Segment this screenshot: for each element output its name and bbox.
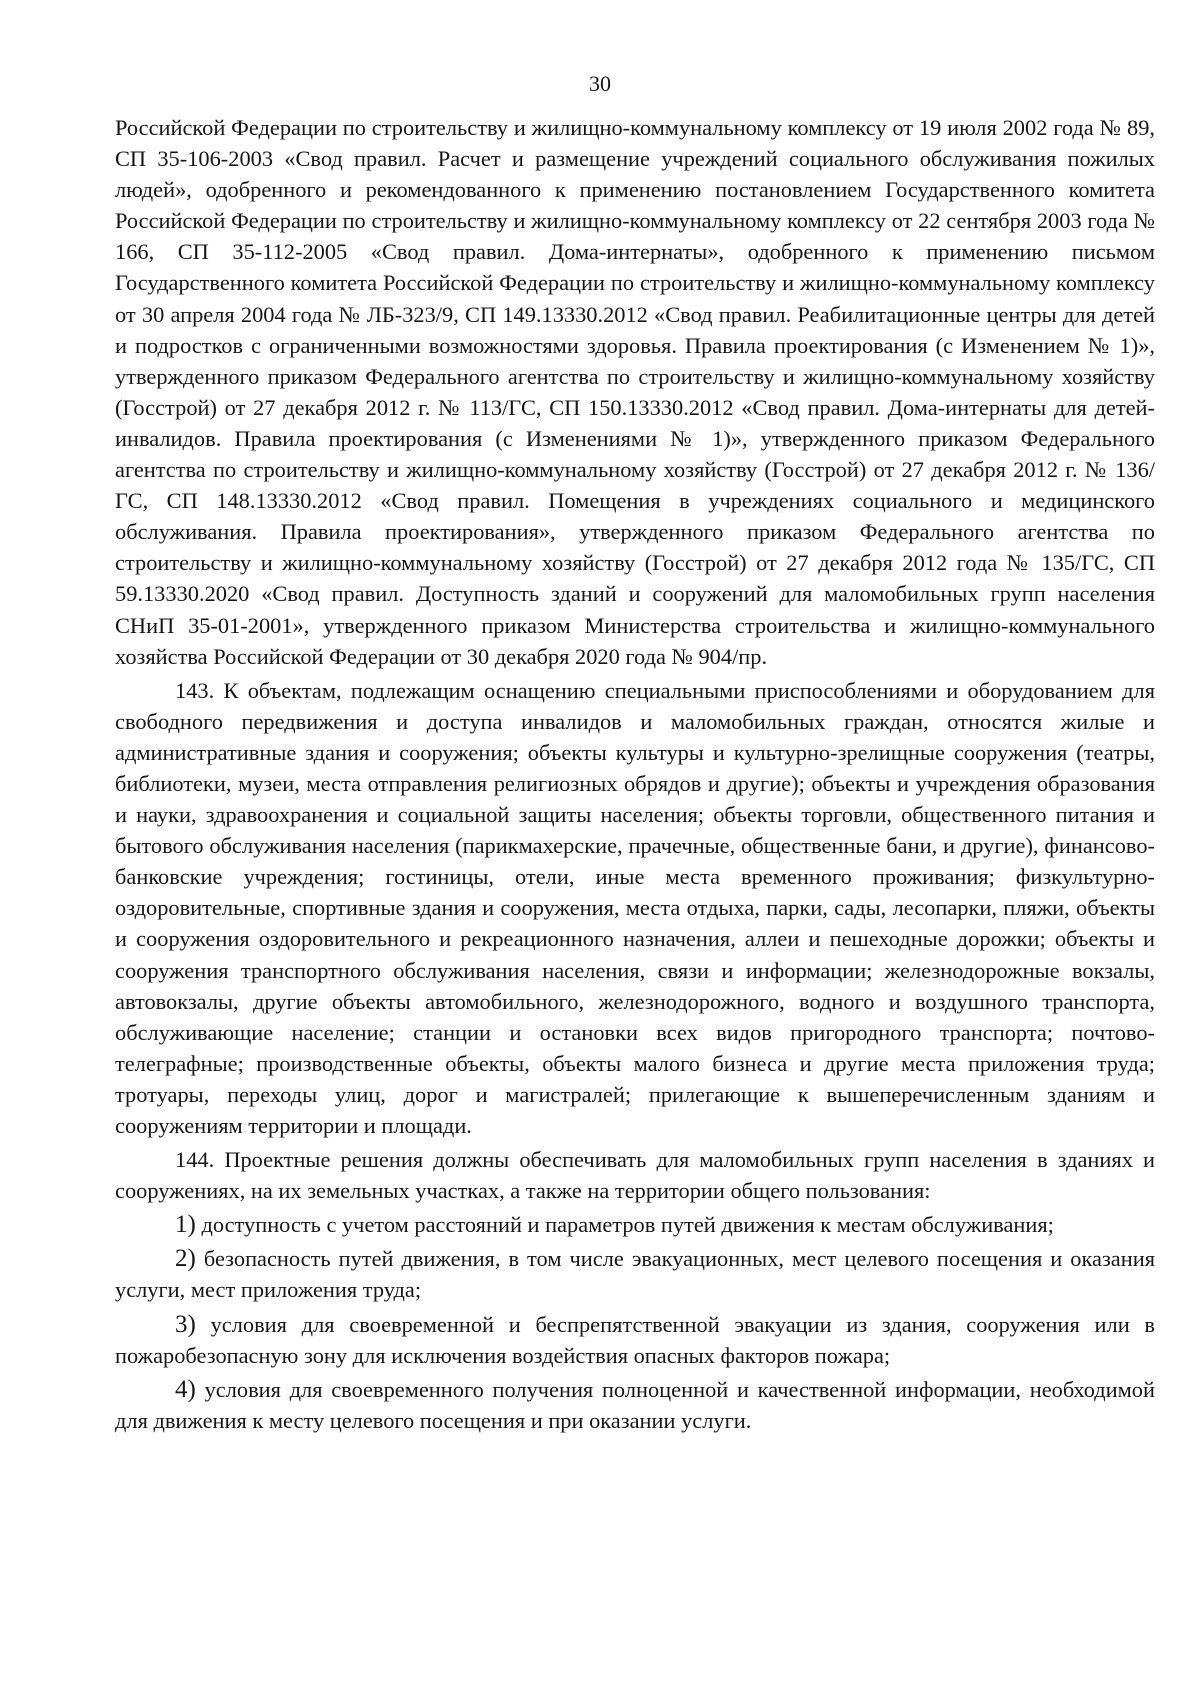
list-item-number: 2): [175, 1245, 196, 1273]
list-item-number: 3): [175, 1310, 196, 1338]
list-item-number: 4): [175, 1375, 196, 1403]
paragraph-144: 144. Проектные решения должны обеспечивать для маломобильных групп населения в зданиях и сооружениях, на их земельных участках, а также на территории общего пользования:: [115, 1147, 1155, 1204]
list-item: [115, 1374, 1155, 1436]
list-item: [115, 1309, 1155, 1371]
list-item-text: условия для своевременной и беспрепятственной эвакуации из здания, сооружения или в пожаробезопасную зону для исключения воздействия опасных факторов пожара;: [115, 1311, 1155, 1368]
list-item: [115, 1243, 1155, 1305]
list-item-text: условия для своевременного получения полноценной и качественной информации, необходимой для движения к месту целевого посещения и при оказании услуги.: [115, 1376, 1155, 1433]
list-item-text: доступность с учетом расстояний и параметров путей движения к местам обслуживания;: [201, 1212, 1054, 1238]
list-item-number: 1): [175, 1211, 196, 1239]
list-item-text: безопасность путей движения, в том числе эвакуационных, мест целевого посещения и оказания услуги, мест приложения труда;: [115, 1246, 1155, 1303]
paragraph-143: 143. К объектам, подлежащим оснащению специальными приспособлениями и оборудованием для свободного передвижения и доступа инвалидов и маломобильных граждан, относятся жилые и административные здания и сооружения; объекты культуры и культурно-зрелищные сооружения (театры, библиотеки, музеи, места отправления религиозных обрядов и другие); объекты и учреждения образования и науки, здравоохранения и социальной защиты населения; объекты торговли, общественного питания и бытового обслуживания населения (парикмахерские, прачечные, общественные бани, и другие), финансово-банковские учреждения; гостиницы, отели, иные места временного проживания; физкультурно-оздоровительные, спортивные здания и сооружения, места отдыха, парки, сады, лесопарки, пляжи, объекты и сооружения оздоровительного и рекреационного назначения, аллеи и пешеходные дорожки; объекты и сооружения транспортного обслуживания населения, связи и информации; железнодорожные вокзалы, автовокзалы, другие объекты автомобильного, железнодорожного, водного и воздушного транспорта, обслуживающие население; станции и остановки всех видов пригородного транспорта; почтово-телеграфные; производственные объекты, объекты малого бизнеса и другие места приложения труда; тротуары, переходы улиц, дорог и магистралей; прилегающие к вышеперечисленным зданиям и сооружениям территории и площади.: [115, 677, 1155, 1138]
page-number: 30: [589, 71, 611, 96]
list-item: [115, 1209, 1155, 1240]
paragraph-continuation: Российской Федерации по строительству и жилищно-коммунальному комплексу от 19 июля 2002 года № 89, СП 35-106-2003 «Свод правил. Расчет и размещение учреждений социального обслуживания пожилых людей», одобренного и рекомендованного к применению постановлением Государственного комитета Российской Федерации по строительству и жилищно-коммунальному комплексу от 22 сентября 2003 года № 166, СП 35-112-2005 «Свод правил. Дома-интернаты», одобренного к применению письмом Государственного комитета Российской Федерации по строительству и жилищно-коммунальному комплексу от 30 апреля 2004 года № ЛБ-323/9, СП 149.13330.2012 «Свод правил. Реабилитационные центры для детей и подростков с ограниченными возможностями здоровья. Правила проектирования (с Изменением № 1)», утвержденного приказом Федерального агентства по строительству и жилищно-коммунальному хозяйству (Госстрой) от 27 декабря 2012 г. № 113/ГС, СП 150.13330.2012 «Свод правил. Дома-интернаты для детей-инвалидов. Правила проектирования (с Изменениями № 1)», утвержденного приказом Федерального агентства по строительству и жилищно-коммунальному хозяйству (Госстрой) от 27 декабря 2012 г. № 136/ГС, СП 148.13330.2012 «Свод правил. Помещения в учреждениях социального и медицинского обслуживания. Правила проектирования», утвержденного приказом Федерального агентства по строительству и жилищно-коммунальному хозяйству (Госстрой) от 27 декабря 2012 года № 135/ГС, СП 59.13330.2020 «Свод правил. Доступность зданий и сооружений для маломобильных групп населения СНиП 35-01-2001», утвержденного приказом Министерства строительства и жилищно-коммунального хозяйства Российской Федерации от 30 декабря 2020 года № 904/пр.: [115, 115, 1155, 669]
document-body: [115, 112, 1155, 1439]
